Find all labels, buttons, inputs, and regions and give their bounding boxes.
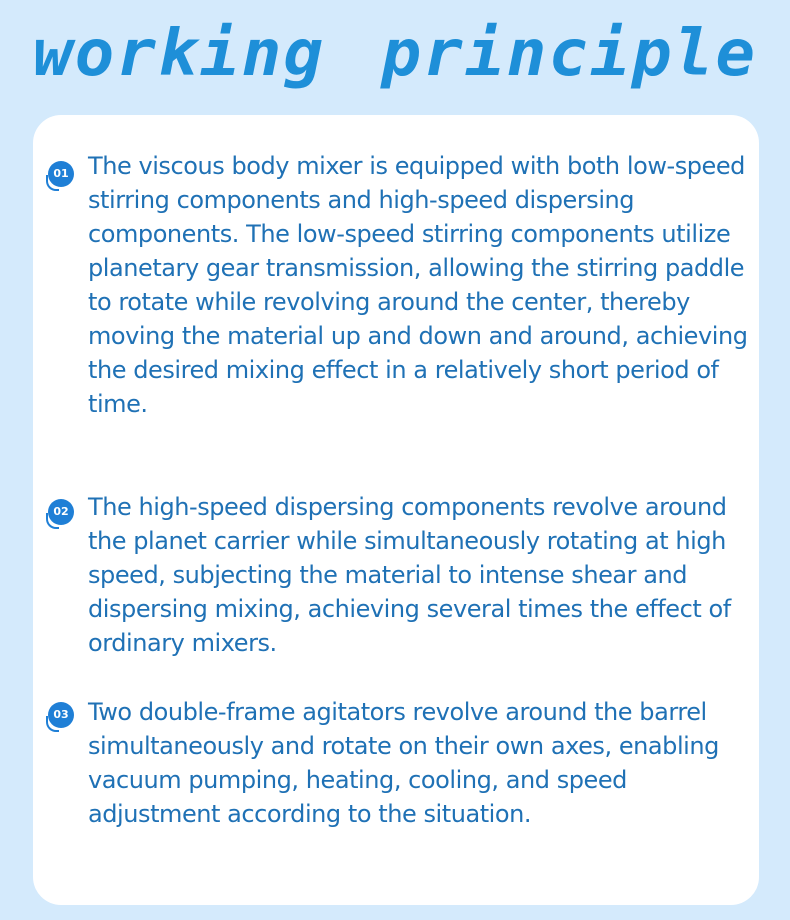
number-badge: 02 (48, 499, 74, 525)
content-card (33, 115, 759, 905)
number-badge: 03 (48, 702, 74, 728)
paragraph: The viscous body mixer is equipped with both low-speed stirring components and high-speed dispersing components. The low-speed stirring components utilize planetary gear transmission, allowing the stirring paddle to rotate while revolving around the center, thereby moving the material up and down and around, achieving the desired mixing effect in a relatively short period of time. (88, 152, 748, 418)
number-badge: 01 (48, 161, 74, 187)
page-title: working principle (32, 17, 758, 91)
paragraph: Two double-frame agitators revolve around the barrel simultaneously and rotate on their own axes, enabling vacuum pumping, heating, cooling, and speed adjustment according to the situation. (88, 698, 719, 828)
paragraph: The high-speed dispersing components revolve around the planet carrier while simultaneously rotating at high speed, subjecting the material to intense shear and dispersing mixing, achieving several times the effect of ordinary mixers. (88, 493, 731, 657)
